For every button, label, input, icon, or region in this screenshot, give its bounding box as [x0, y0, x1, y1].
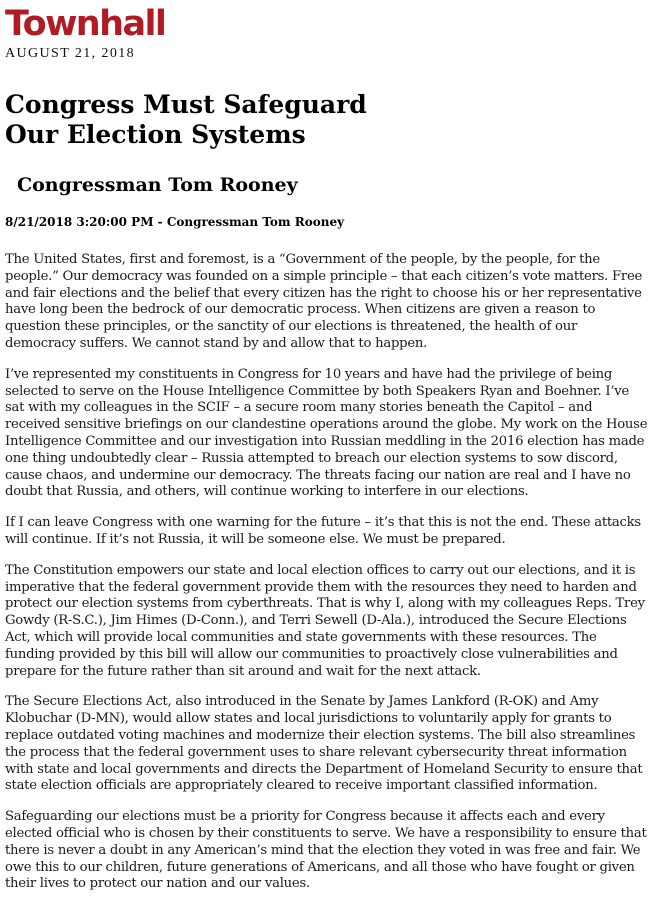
article-paragraph: The United States, first and foremost, is a “Government of the people, by the people, for the people.” Our democracy was founded on a simple principle – that each citizen’s vote matters. Free and fair elections and the belief that every citizen has the right to choose his or her representative have long been the bedrock of our democratic process. When citizens are given a reason to question these principles, or the sanctity of our elections is threatened, the health of our democracy suffers. We cannot stand by and allow that to happen. — [5, 252, 643, 351]
article-body — [5, 252, 650, 893]
article-paragraph: The Constitution empowers our state and local election offices to carry out our elections, and it is imperative that the federal government provide them with the resources they need to harden and protect our election systems from cyberthreats. That is why I, along with my colleagues Reps. Trey Gowdy (R-S.C.), Jim Himes (D-Conn.), and Terri Sewell (D-Ala.), introduced the Secure Elections Act, which will provide local communities and state governments with these resources. The funding provided by this bill will allow our communities to proactively close vulnerabilities and prepare for the future rather than sit around and wait for the next attack. — [5, 562, 645, 679]
headline-line-1: Congress Must Safeguard — [5, 90, 367, 119]
article-paragraph: Safeguarding our elections must be a priority for Congress because it affects each and every elected official who is chosen by their constituents to serve. We have a responsibility to ensure that there is never a doubt in any American’s mind that the election they voted in was free and fair. We owe this to our children, future generations of Americans, and all those who have fought or given their lives to protect our nation and our values. — [5, 809, 647, 892]
article-paragraph: If I can leave Congress with one warning for the future – it’s that this is not the end. These attacks will continue. If it’s not Russia, it will be someone else. We must be prepared. — [5, 515, 641, 547]
article-paragraph: I’ve represented my constituents in Congress for 10 years and have had the privilege of being selected to serve on the House Intelligence Committee by both Speakers Ryan and Boehner. I’ve sat with my colleagues in the SCIF – a secure room many stories beneath the Capitol – and received sensitive briefings on our clandestine operations around the globe. My work on the House Intelligence Committee and our investigation into Russian meddling in the 2016 election has made one thing undoubtedly clear – Russia attempted to breach our election systems to sow discord, cause chaos, and undermine our democracy. The threats facing our nation are real and I have no doubt that Russia, and others, will continue working to interfere in our elections. — [5, 366, 648, 500]
article-headline — [5, 90, 645, 150]
author-heading: Congressman Tom Rooney — [17, 174, 298, 196]
headline-line-2: Our Election Systems — [5, 120, 306, 149]
publication-date: AUGUST 21, 2018 — [5, 46, 136, 61]
article-paragraph: The Secure Elections Act, also introduced in the Senate by James Lankford (R-OK) and Amy Klobuchar (D-MN), would allow states and local jurisdictions to voluntarily apply for grants to replace outdated voting machines and modernize their election systems. The bill also streamlines the process that the federal government uses to share relevant cybersecurity threat information with state and local governments and directs the Department of Homeland Security to ensure that state election officials are appropriately cleared to receive important classified information. — [5, 694, 643, 794]
article-byline: 8/21/2018 3:20:00 PM - Congressman Tom Rooney — [5, 215, 345, 229]
article-page — [5, 4, 648, 907]
townhall-logo[interactable]: Townhall — [5, 4, 166, 44]
